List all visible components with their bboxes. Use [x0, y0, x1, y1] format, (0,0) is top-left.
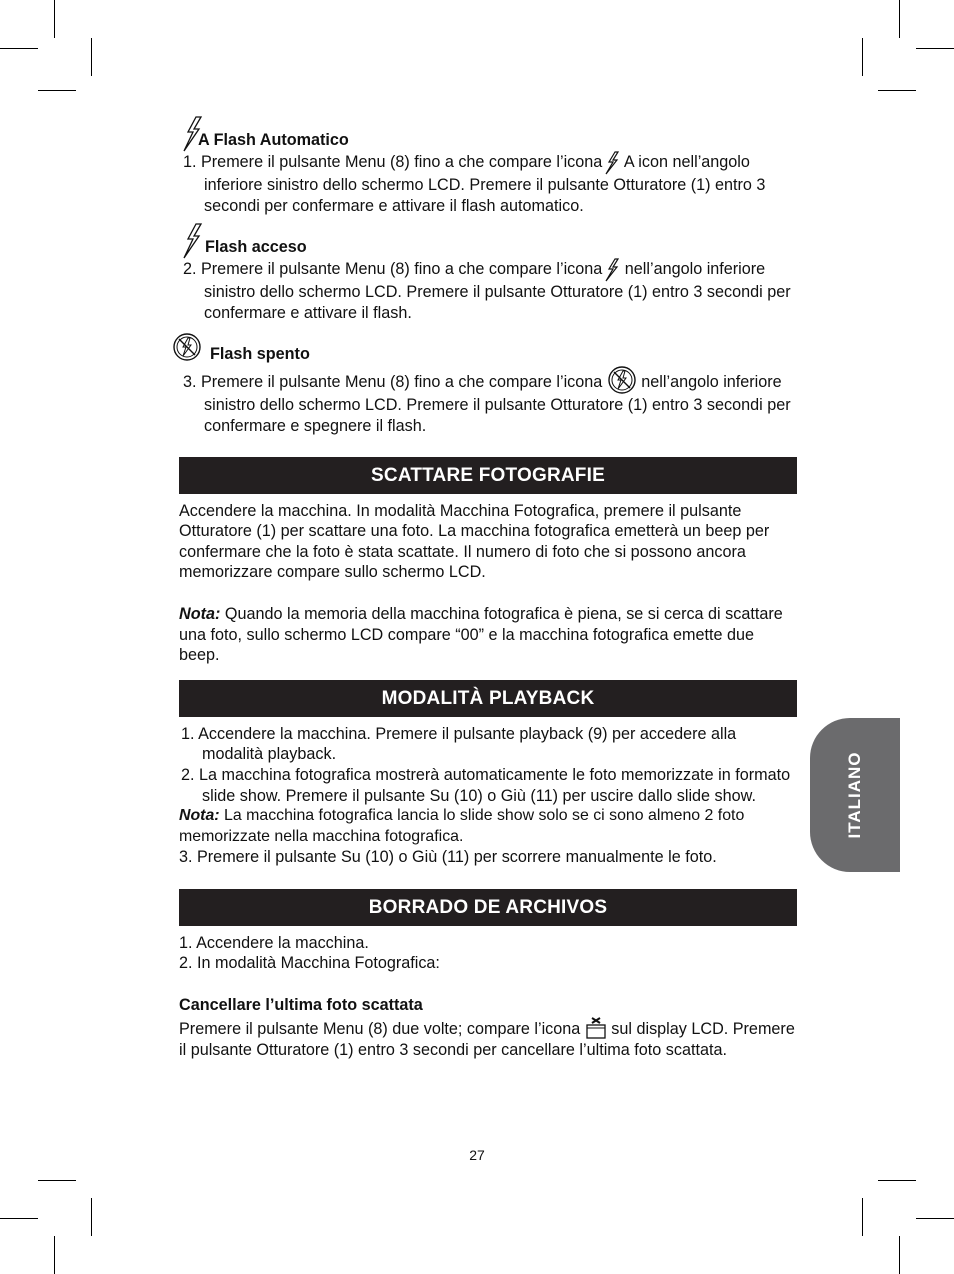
crop-mark [0, 48, 38, 49]
borrado-body-start: Premere il pulsante Menu (8) due volte; compare l’icona [179, 1019, 581, 1038]
flash-on-instruction [181, 258, 797, 323]
crop-mark [899, 0, 900, 38]
crop-mark [916, 48, 954, 49]
crop-mark [54, 0, 55, 38]
crop-mark [91, 38, 92, 76]
crop-mark [0, 1218, 38, 1219]
playback-item-1: 1. Accendere la macchina. Premere il pulsante playback (9) per accedere alla modalità playback. [181, 724, 737, 764]
flash-off-icon [172, 332, 202, 362]
flash-off-heading [179, 344, 797, 365]
nota-text: Quando la memoria della macchina fotografica è piena, se si cerca di scattare una foto, sullo schermo LCD compare “00” e la macchina fotografica emette due beep. [179, 604, 783, 665]
flash-off-instruction [181, 365, 797, 436]
crop-mark [878, 90, 916, 91]
crop-mark [38, 90, 76, 91]
playback-item-3: 3. Premere il pulsante Su (10) o Giù (11) per scorrere manualmente le foto. [179, 848, 717, 867]
crop-mark [862, 38, 863, 76]
crop-mark [878, 1180, 916, 1181]
section-heading-playback: MODALITÀ PLAYBACK [179, 680, 797, 717]
section-heading-scattare: SCATTARE FOTOGRAFIE [179, 457, 797, 494]
delete-last-photo-icon [585, 1016, 607, 1040]
flash-auto-instruction [181, 151, 797, 216]
page-content [179, 130, 797, 1060]
flash-auto-icon [181, 116, 205, 152]
nota-label: Nota: [179, 807, 220, 825]
crop-mark [54, 1236, 55, 1274]
borrado-body-end: sul display LCD. Premere il pulsante Otturatore (1) entro 3 secondi per cancellare l’ultima foto scattata. [179, 1019, 795, 1059]
flash-off-icon [607, 365, 637, 395]
flash-off-title: Flash spento [210, 345, 310, 364]
borrado-body [179, 1016, 797, 1061]
flash-on-heading [179, 237, 797, 258]
language-side-tab [810, 718, 900, 872]
borrado-subheading: Cancellare l’ultima foto scattata [179, 996, 423, 1015]
crop-mark [899, 1236, 900, 1274]
flash-off-section [179, 344, 797, 436]
flash-on-section [179, 237, 797, 323]
flash-on-instruction-start: 2. Premere il pulsante Menu (8) fino a che compare l’icona [183, 260, 603, 279]
flash-auto-title: A Flash Automatico [198, 131, 349, 149]
crop-mark [38, 1180, 76, 1181]
borrado-item-2: 2. In modalità Macchina Fotografica: [179, 954, 440, 973]
flash-off-instruction-start: 3. Premere il pulsante Menu (8) fino a che compare l’icona [183, 373, 603, 392]
borrado-item-1: 1. Accendere la macchina. [179, 933, 369, 952]
page-number: 27 [469, 1147, 485, 1163]
flash-off-instruction-end: nell’angolo inferiore sinistro dello schermo LCD. Premere il pulsante Otturatore (1) entro 3 secondi per confermare e spegnere il flash. [204, 373, 791, 435]
language-label: ITALIANO [845, 751, 864, 839]
playback-item-2: 2. La macchina fotografica mostrerà automaticamente le foto memorizzate in formato slide show. Premere il pulsante Su (10) o Giù (11) per uscire dallo slide show. [181, 765, 791, 805]
playback-nota [179, 806, 797, 847]
nota-text: La macchina fotografica lancia lo slide show solo se ci sono almeno 2 foto memorizzate nella macchina fotografica. [179, 807, 745, 845]
flash-auto-heading [179, 130, 797, 151]
crop-mark [91, 1198, 92, 1236]
nota-label: Nota: [179, 604, 221, 623]
flash-auto-instruction-start: 1. Premere il pulsante Menu (8) fino a che compare l’icona [183, 153, 603, 171]
flash-on-instruction-end: nell’angolo inferiore sinistro dello schermo LCD. Premere il pulsante Otturatore (1) entro 3 secondi per confermare e attivare il flash. [204, 260, 791, 322]
crop-mark [916, 1218, 954, 1219]
crop-mark [862, 1198, 863, 1236]
scattare-body: Accendere la macchina. In modalità Macchina Fotografica, premere il pulsante Otturatore (1) per scattare una foto. La macchina fotografica emetterà un beep per confermare che la foto è stata scattate. Il numero di foto che si possono ancora memorizzare compare sullo schermo LCD. [179, 501, 770, 582]
flash-auto-instruction-end: A icon nell’angolo inferiore sinistro dello schermo LCD. Premere il pulsante Otturatore (1) entro 3 secondi per confermare e attivare il flash automatico. [204, 153, 766, 215]
flash-on-title: Flash acceso [205, 238, 307, 257]
section-heading-borrado: BORRADO DE ARCHIVOS [179, 889, 797, 926]
scattare-nota [179, 604, 797, 666]
flash-auto-section [179, 130, 797, 216]
flash-auto-icon [604, 151, 620, 175]
flash-on-icon [181, 223, 205, 259]
flash-on-icon [604, 258, 620, 282]
